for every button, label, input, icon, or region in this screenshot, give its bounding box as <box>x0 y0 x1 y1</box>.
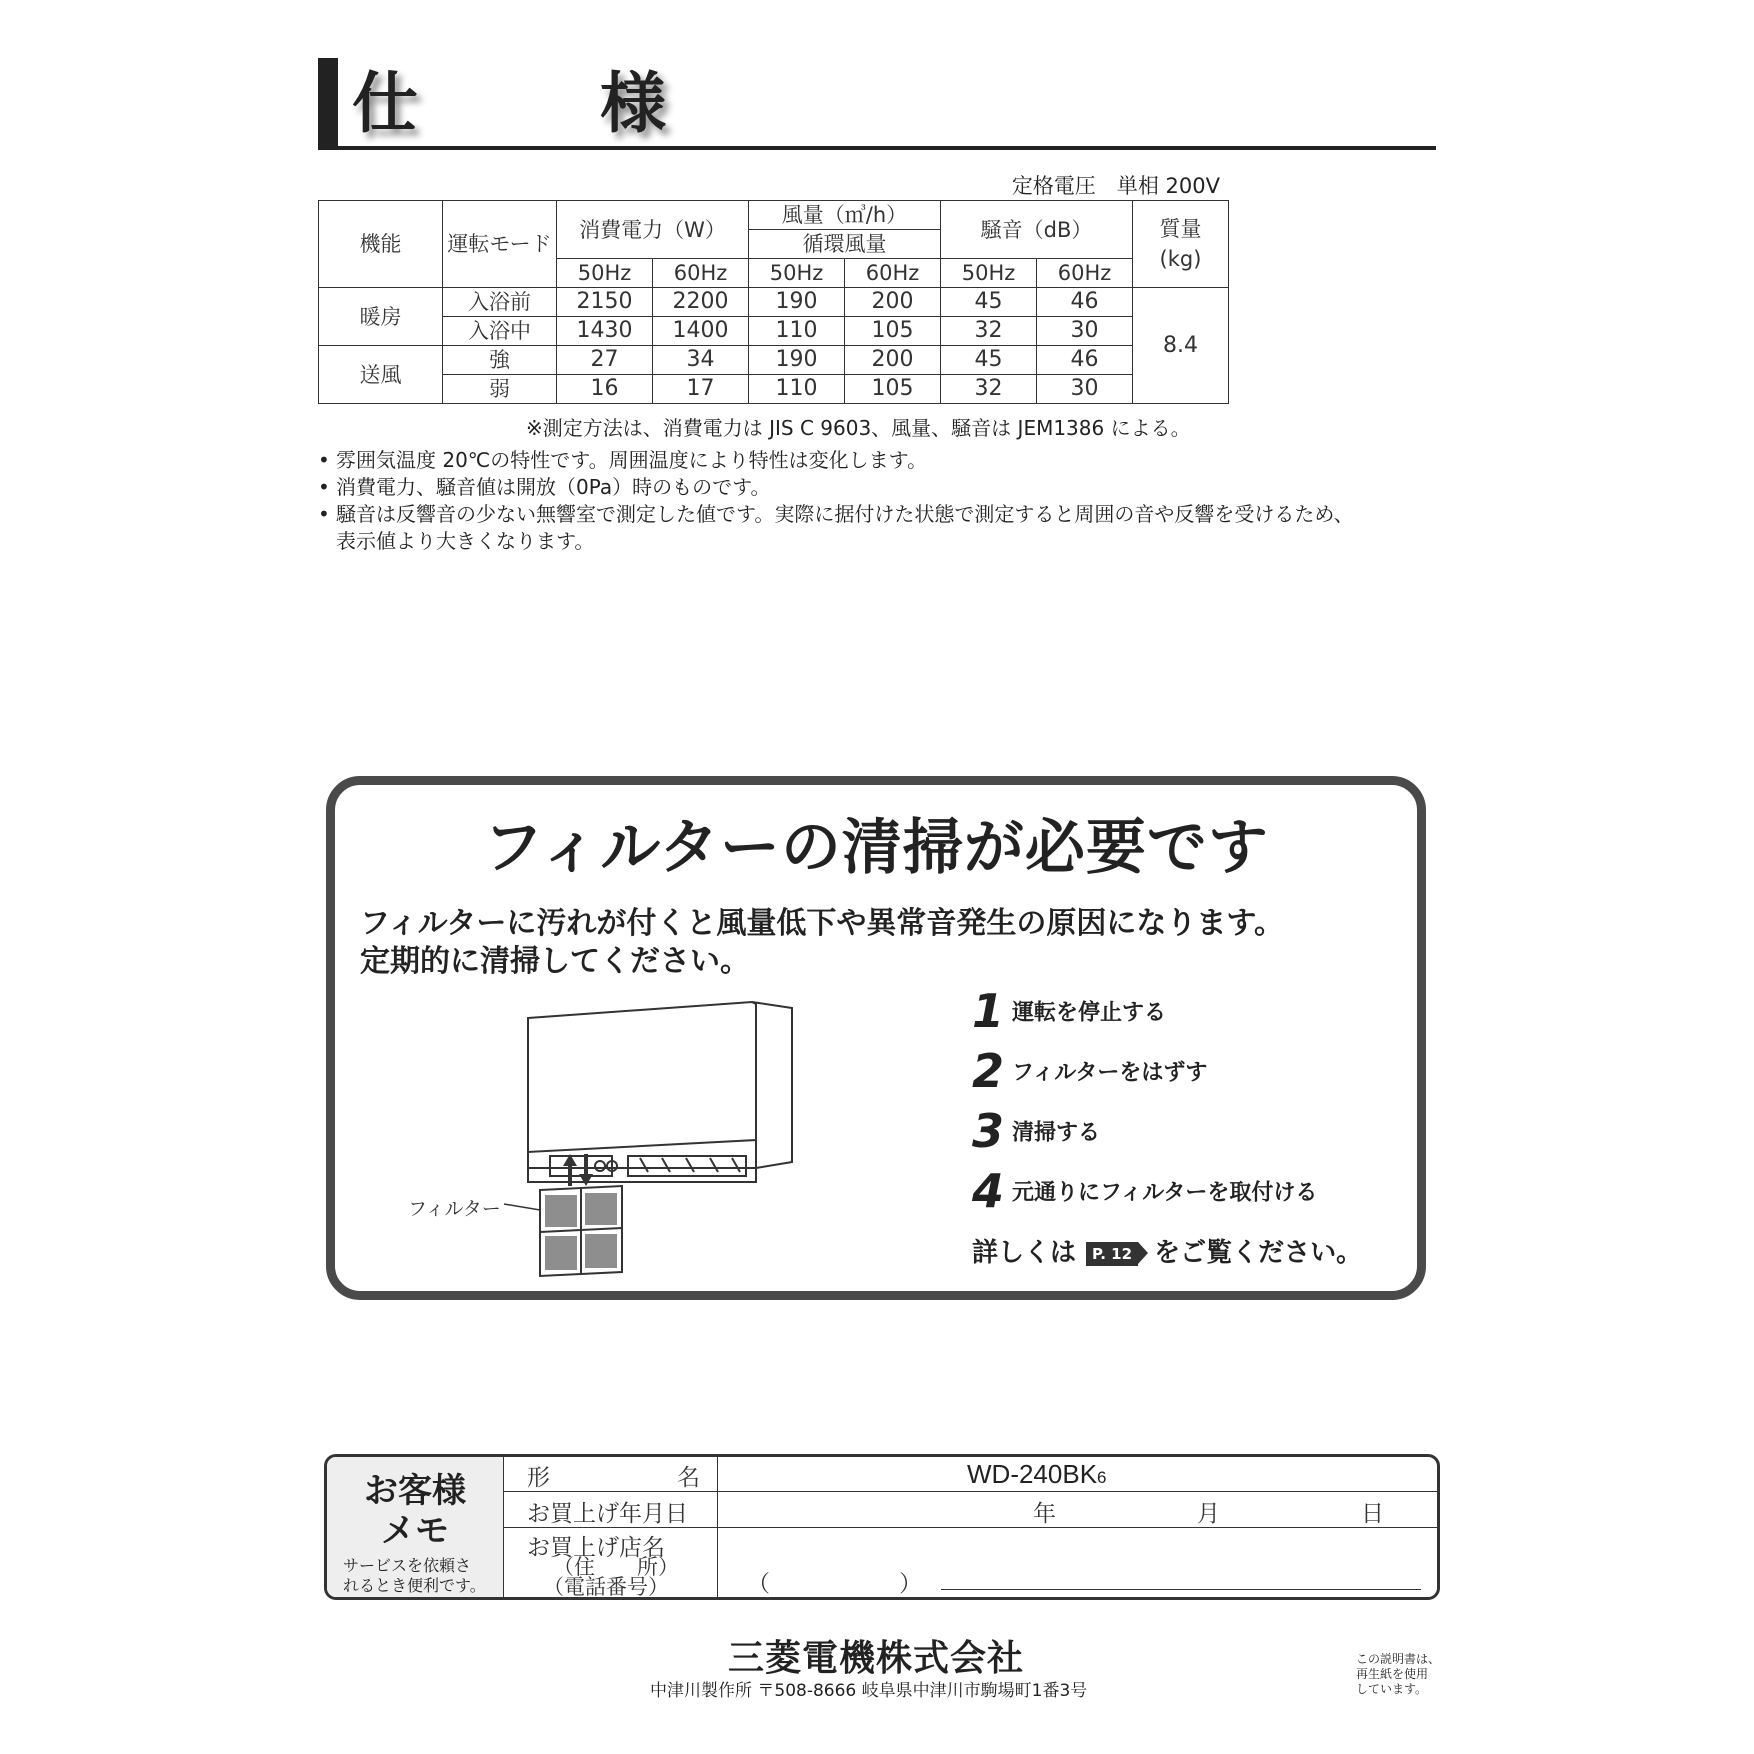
memo-subtitle-line2: れるとき便利です。 <box>343 1576 486 1595</box>
memo-column-divider <box>717 1457 718 1597</box>
header-air-50hz: 50Hz <box>749 259 845 288</box>
memo-divider <box>503 1491 1440 1492</box>
page-reference-link[interactable]: P. 12 <box>1086 1242 1138 1266</box>
step-4 <box>972 1164 1317 1218</box>
noise-60-cell: 30 <box>1037 375 1133 404</box>
step-label: 運転を停止する <box>1012 1000 1167 1026</box>
power-60-cell: 2200 <box>653 288 749 317</box>
noise-50-cell: 32 <box>941 375 1037 404</box>
table-row <box>319 346 1229 375</box>
spec-note <box>318 444 927 473</box>
noise-60-cell: 46 <box>1037 288 1133 317</box>
filter-callout-label: フィルター <box>408 1198 501 1220</box>
table-row <box>319 317 1229 346</box>
spec-table <box>318 200 1229 404</box>
power-60-cell: 17 <box>653 375 749 404</box>
control-panel <box>550 1156 612 1176</box>
page-title: 仕 様 <box>352 65 724 142</box>
header-mass-unit: (kg) <box>1159 247 1202 271</box>
header-mode: 運転モード <box>443 201 557 288</box>
model-label-b: 名 <box>677 1465 700 1491</box>
air-50-cell: 110 <box>749 317 845 346</box>
power-50-cell: 27 <box>557 346 653 375</box>
table-row <box>319 288 1229 317</box>
recycle-note-line: しています。 <box>1356 1682 1428 1696</box>
detail-reference <box>972 1232 1362 1269</box>
spec-note <box>318 498 1354 527</box>
noise-60-cell: 30 <box>1037 317 1133 346</box>
filter-instruction-line: 定期的に清掃してください。 <box>360 944 750 979</box>
header-noise-50hz: 50Hz <box>941 259 1037 288</box>
filter-heading: フィルターの清掃が必要です <box>483 813 1269 883</box>
phone-paren-open: （ <box>747 1571 770 1597</box>
note-text: 雰囲気温度 20℃の特性です。周囲温度により特性は変化します。 <box>336 448 928 472</box>
customer-memo <box>324 1454 1440 1600</box>
header-airflow-sub: 循環風量 <box>749 230 941 259</box>
title-underline <box>318 146 1436 150</box>
control-button <box>595 1161 605 1171</box>
header-power-50hz: 50Hz <box>557 259 653 288</box>
bullet: • <box>318 448 330 472</box>
air-50-cell: 110 <box>749 375 845 404</box>
month-label: 月 <box>1197 1501 1220 1527</box>
unit-bottom-strip <box>528 1140 756 1168</box>
header-mass <box>1133 201 1229 288</box>
header-power: 消費電力（W） <box>557 201 749 259</box>
step-number: 2 <box>972 1044 1005 1098</box>
step-2 <box>972 1044 1207 1098</box>
model-value <box>967 1459 1107 1490</box>
header-noise-60hz: 60Hz <box>1037 259 1133 288</box>
mass-value: 8.4 <box>1133 288 1229 404</box>
step-1 <box>972 984 1166 1038</box>
function-fan: 送風 <box>319 346 443 404</box>
header-noise: 騒音（dB） <box>941 201 1133 259</box>
step-label: 元通りにフィルターを取付ける <box>1012 1180 1318 1206</box>
memo-title-line1: お客様 <box>364 1471 466 1511</box>
phone-paren-close: ） <box>899 1571 922 1597</box>
power-60-cell: 1400 <box>653 317 749 346</box>
air-60-cell: 200 <box>845 288 941 317</box>
step-label: 清掃する <box>1012 1120 1101 1146</box>
header-power-60hz: 60Hz <box>653 259 749 288</box>
memo-subtitle-line1: サービスを依頼さ <box>343 1556 472 1575</box>
power-50-cell: 2150 <box>557 288 653 317</box>
rated-voltage: 定格電圧 単相 200V <box>1011 174 1220 198</box>
heater-unit-illustration <box>400 990 820 1280</box>
purchase-date-label: お買上げ年月日 <box>527 1501 688 1527</box>
title-accent-bar <box>318 58 338 150</box>
mode-cell: 強 <box>443 346 557 375</box>
air-60-cell: 105 <box>845 317 941 346</box>
model-suffix: 6 <box>1097 1468 1107 1487</box>
step-number: 1 <box>972 984 1005 1038</box>
recycled-paper-note <box>1356 1652 1440 1697</box>
note-text: 騒音は反響音の少ない無響室で測定した値です。実際に据付けた状態で測定すると周囲の音や反響を受けるため、 <box>336 502 1354 526</box>
model-name: WD-240BK <box>967 1459 1098 1489</box>
header-air-60hz: 60Hz <box>845 259 941 288</box>
header-mass-label: 質量 <box>1159 217 1202 241</box>
power-50-cell: 16 <box>557 375 653 404</box>
company-address: 中津川製作所 〒508-8666 岐阜県中津川市駒場町1番3号 <box>650 1681 1088 1701</box>
address-label: （住 所） <box>553 1555 679 1579</box>
model-label-a: 形 <box>527 1465 550 1491</box>
filter-callout-line <box>504 1204 540 1210</box>
step-label: フィルターをはずす <box>1012 1060 1208 1086</box>
function-heating: 暖房 <box>319 288 443 346</box>
unit-side-face <box>752 1002 792 1168</box>
bullet: • <box>318 475 330 499</box>
store-name-label: お買上げ店名 <box>527 1535 665 1561</box>
air-50-cell: 190 <box>749 288 845 317</box>
mode-cell: 入浴中 <box>443 317 557 346</box>
step-number: 3 <box>972 1104 1005 1158</box>
unit-front-face <box>528 1002 756 1152</box>
noise-60-cell: 46 <box>1037 346 1133 375</box>
step-3 <box>972 1104 1100 1158</box>
detail-prefix: 詳しくは <box>972 1238 1077 1268</box>
mode-cell: 入浴前 <box>443 288 557 317</box>
air-60-cell: 105 <box>845 375 941 404</box>
power-50-cell: 1430 <box>557 317 653 346</box>
recycle-note-line: 再生紙を使用 <box>1356 1667 1429 1681</box>
step-number: 4 <box>972 1164 1005 1218</box>
recycle-note-line: この説明書は、 <box>1356 1652 1441 1666</box>
spec-note-continuation: 表示値より大きくなります。 <box>336 529 595 553</box>
phone-label: （電話番号） <box>543 1575 669 1599</box>
table-row <box>319 375 1229 404</box>
bullet: • <box>318 502 330 526</box>
power-60-cell: 34 <box>653 346 749 375</box>
detail-suffix: をご覧ください。 <box>1154 1238 1363 1268</box>
note-text: 消費電力、騒音値は開放（0Pa）時のものです。 <box>336 475 771 499</box>
header-row-1 <box>319 201 1229 230</box>
mode-cell: 弱 <box>443 375 557 404</box>
noise-50-cell: 45 <box>941 288 1037 317</box>
noise-50-cell: 32 <box>941 317 1037 346</box>
noise-50-cell: 45 <box>941 346 1037 375</box>
company-name: 三菱電機株式会社 <box>728 1638 1025 1679</box>
measurement-note: ※測定方法は、消費電力は JIS C 9603、風量、騒音は JEM1386 による。 <box>526 416 1191 440</box>
phone-entry-line[interactable] <box>941 1589 1421 1590</box>
air-60-cell: 200 <box>845 346 941 375</box>
header-function: 機能 <box>319 201 443 288</box>
filter-warning-line: フィルターに汚れが付くと風量低下や異常音発生の原因になります。 <box>360 906 1284 941</box>
header-airflow: 風量（㎥/h） <box>749 201 941 230</box>
memo-title-line2: メモ <box>381 1511 449 1551</box>
spec-note <box>318 471 771 500</box>
day-label: 日 <box>1361 1501 1384 1527</box>
year-label: 年 <box>1033 1501 1056 1527</box>
air-50-cell: 190 <box>749 346 845 375</box>
